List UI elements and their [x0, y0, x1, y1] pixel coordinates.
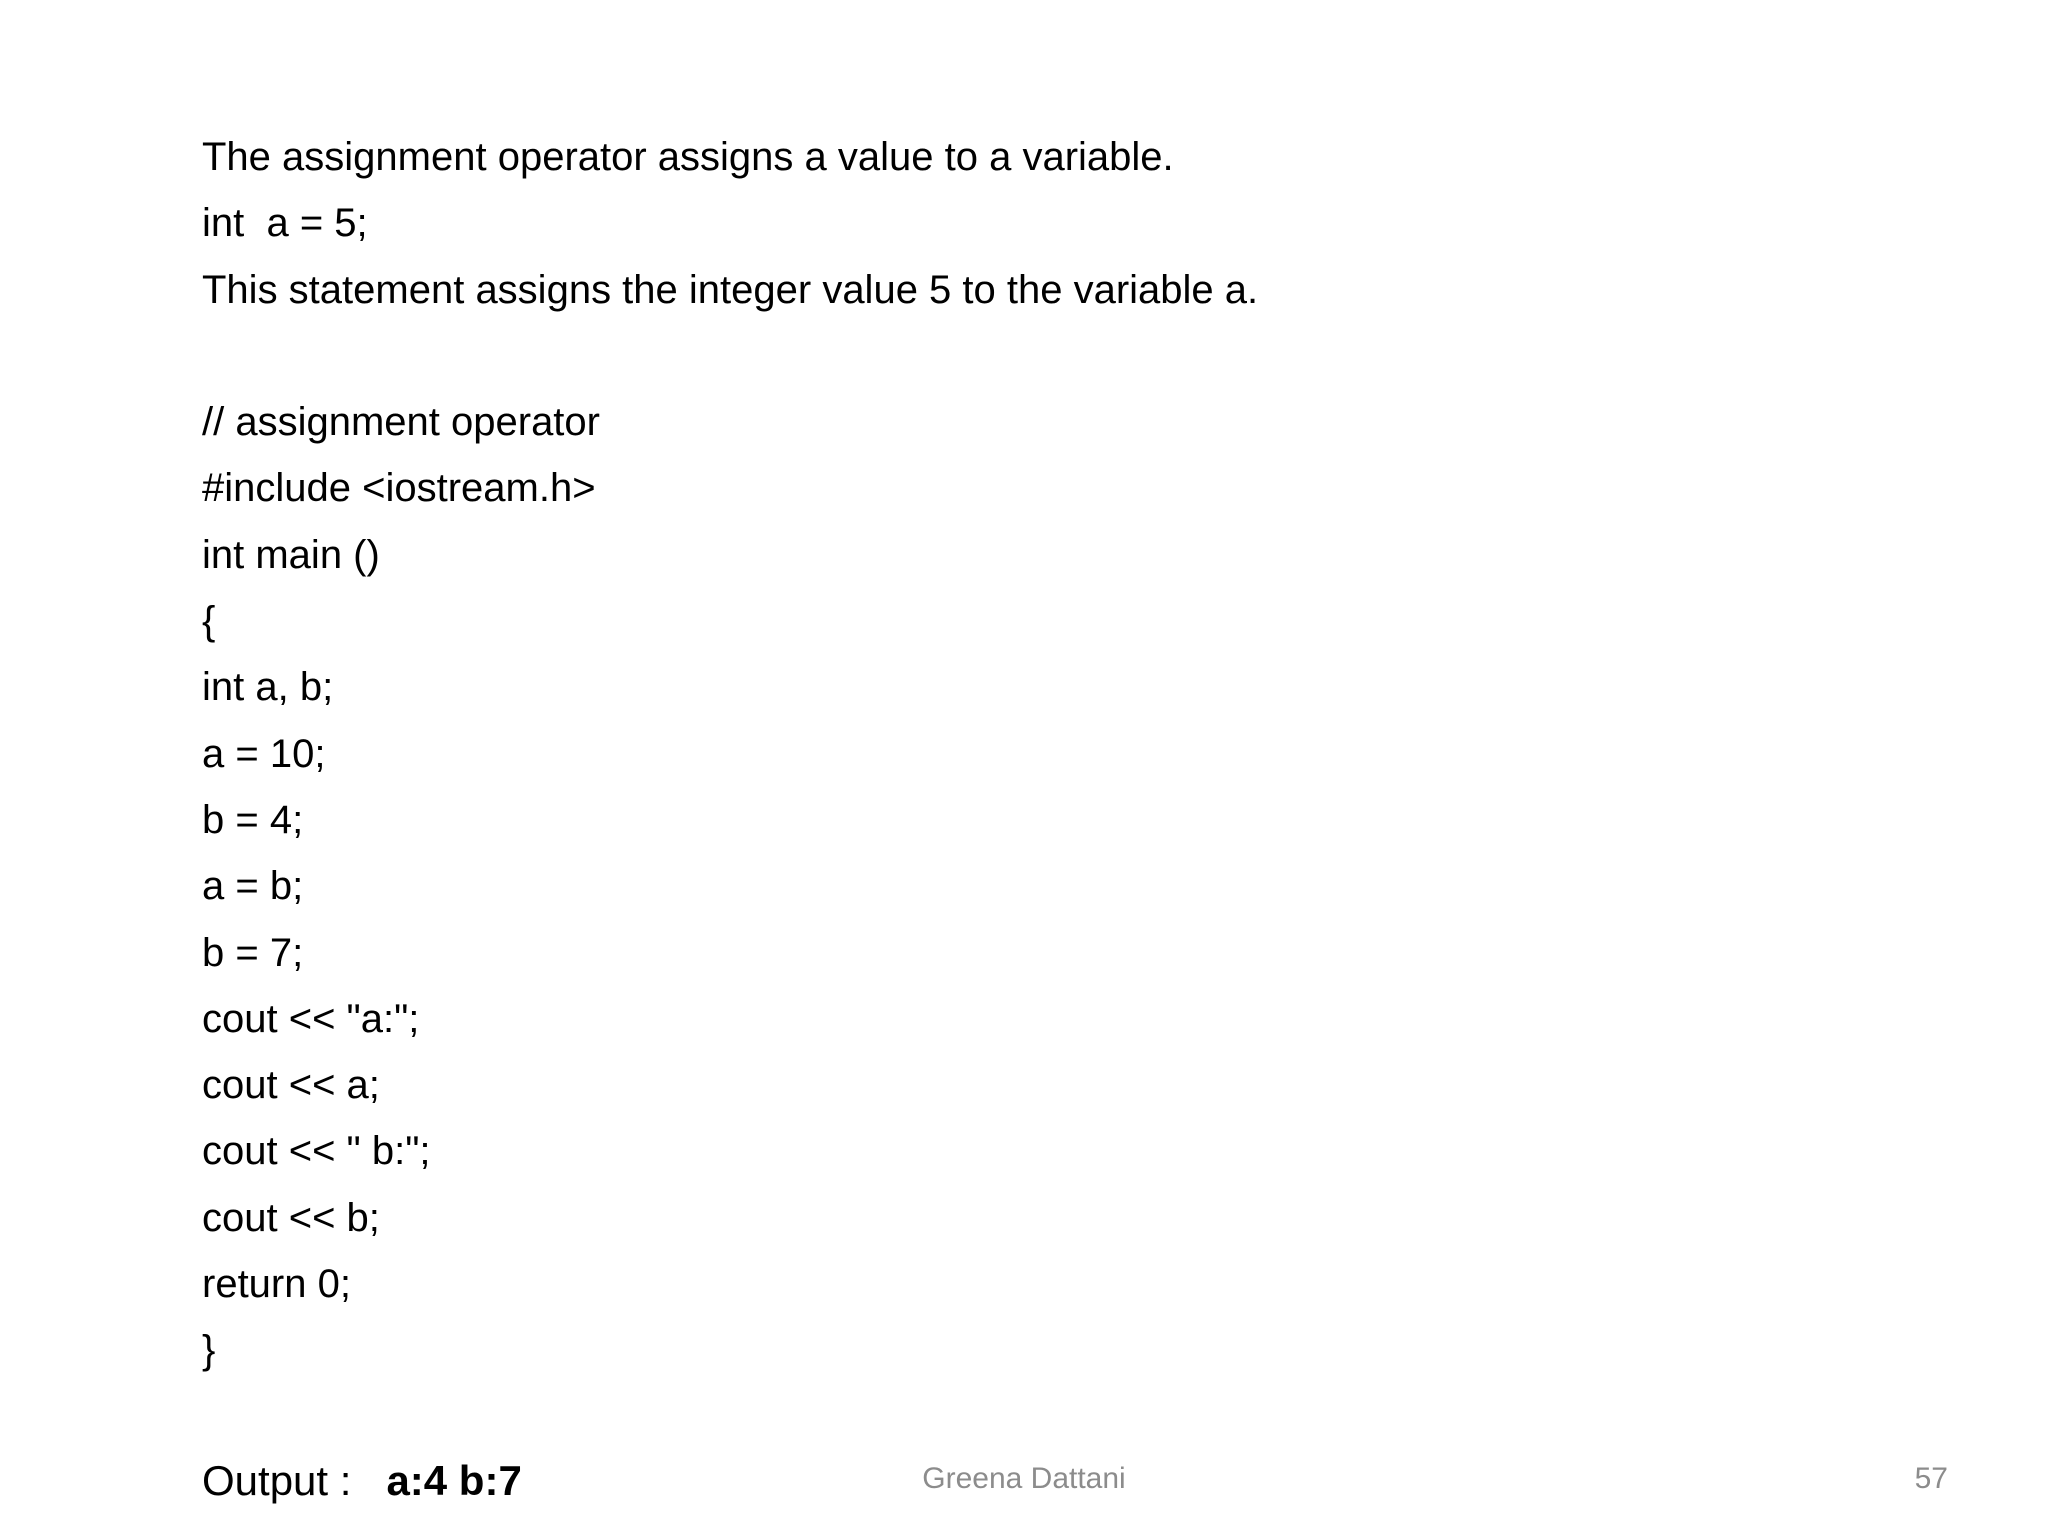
output-label: Output :: [202, 1457, 387, 1504]
intro-line: The assignment operator assigns a value to a variable.: [202, 135, 1174, 179]
code-line: int main (): [202, 532, 380, 577]
code-line: b = 7;: [202, 930, 304, 975]
code-line: b = 4;: [202, 797, 304, 842]
code-line: // assignment operator: [202, 400, 600, 445]
code-line: return 0;: [202, 1262, 351, 1307]
code-line: a = 10;: [202, 731, 326, 776]
slide-content: [202, 124, 1902, 1384]
intro-code-line: int a = 5;: [202, 201, 368, 246]
code-line: }: [202, 1328, 216, 1373]
page-number: 57: [1914, 1462, 1948, 1495]
intro-line: This statement assigns the integer value 5 to the variable a.: [202, 267, 1259, 312]
code-line: {: [202, 599, 216, 644]
code-line: cout << "a:";: [202, 996, 420, 1041]
blank-line: [202, 323, 1902, 389]
code-line: a = b;: [202, 864, 304, 909]
code-line: cout << " b:";: [202, 1129, 431, 1174]
code-line: int a, b;: [202, 665, 334, 710]
code-line: #include <iostream.h>: [202, 466, 596, 511]
code-line: cout << a;: [202, 1063, 380, 1108]
output-value: a:4 b:7: [386, 1457, 522, 1504]
footer-author: Greena Dattani: [922, 1462, 1126, 1495]
code-line: cout << b;: [202, 1195, 380, 1240]
